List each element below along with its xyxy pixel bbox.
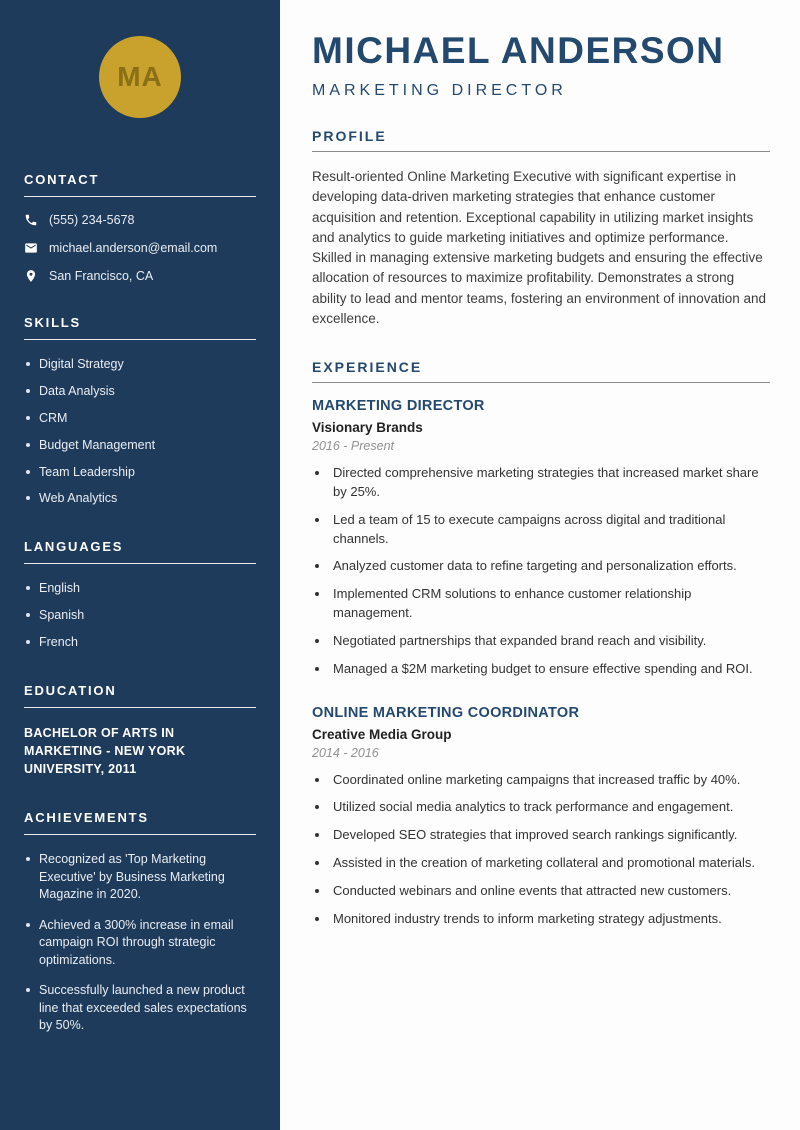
contact-location-row <box>24 269 256 283</box>
job-dates: 2014 - 2016 <box>312 745 379 760</box>
skill-item: Team Leadership <box>24 464 256 481</box>
main-content <box>280 0 800 1130</box>
experience-section <box>312 359 770 929</box>
sidebar <box>0 0 280 1130</box>
contact-phone-row <box>24 213 256 227</box>
job-bullet: • Led a team of 15 to execute campaigns across digital and traditional channels. <box>330 511 770 549</box>
skills-list <box>24 356 256 507</box>
skill-item: Web Analytics <box>24 490 256 507</box>
skills-section <box>24 315 256 507</box>
job-bullet: • Monitored industry trends to inform marketing strategy adjustments. <box>330 910 770 929</box>
languages-heading: LANGUAGES <box>24 539 256 564</box>
job-bullet: • Managed a $2M marketing budget to ensure effective spending and ROI. <box>330 660 770 679</box>
email-icon <box>24 241 38 255</box>
education-degree: BACHELOR OF ARTS IN MARKETING - NEW YORK UNIVERSITY, 2011 <box>24 725 186 777</box>
contact-section <box>24 172 256 283</box>
person-name: MICHAEL ANDERSON <box>312 30 725 71</box>
skill-item: Digital Strategy <box>24 356 256 373</box>
job-bullet: • Developed SEO strategies that improved search rankings significantly. <box>330 826 770 845</box>
job-bullet: • Analyzed customer data to refine targeting and personalization efforts. <box>330 557 770 576</box>
achievement-item: Recognized as 'Top Marketing Executive' by Business Marketing Magazine in 2020. <box>24 851 256 904</box>
achievement-item: Successfully launched a new product line that exceeded sales expectations by 50%. <box>24 982 256 1035</box>
skills-heading: SKILLS <box>24 315 256 340</box>
job-role: MARKETING DIRECTOR <box>312 398 485 414</box>
skill-item: Budget Management <box>24 437 256 454</box>
job-bullet: • Coordinated online marketing campaigns that increased traffic by 40%. <box>330 771 770 790</box>
achievements-list <box>24 851 256 1035</box>
contact-email-row <box>24 241 256 255</box>
achievements-section <box>24 810 256 1035</box>
job-bullet-list <box>312 464 770 679</box>
profile-heading: PROFILE <box>312 128 770 152</box>
languages-section <box>24 539 256 651</box>
job-entry-2 <box>312 705 770 929</box>
job-entry-1 <box>312 398 770 679</box>
achievements-heading: ACHIEVEMENTS <box>24 810 256 835</box>
profile-text: Result-oriented Online Marketing Executive with significant expertise in developing data-driven marketing strategies that enhance customer acquisition and retention. Exceptional capability in utilizing market insights and analytics to guide marketing initiatives and optimize performance. Skilled in managing extensive marketing budgets and ensuring the effective allocation of resources to maximize profitability. Demonstrates a strong ability to lead and mentor teams, fostering an environment of innovation and excellence. <box>312 169 767 326</box>
skill-item: Data Analysis <box>24 383 256 400</box>
avatar <box>99 36 181 118</box>
job-company: Visionary Brands <box>312 420 423 435</box>
contact-heading: CONTACT <box>24 172 256 197</box>
job-bullet: • Implemented CRM solutions to enhance customer relationship management. <box>330 585 770 623</box>
job-bullet: • Directed comprehensive marketing strategies that increased market share by 25%. <box>330 464 770 502</box>
job-bullet: • Assisted in the creation of marketing collateral and promotional materials. <box>330 854 770 873</box>
language-item: Spanish <box>24 607 256 624</box>
experience-heading: EXPERIENCE <box>312 359 770 383</box>
education-section <box>24 683 256 778</box>
contact-phone-text: (555) 234-5678 <box>49 213 135 227</box>
profile-section <box>312 128 770 329</box>
contact-email-text: michael.anderson@email.com <box>49 241 218 255</box>
job-bullet: • Conducted webinars and online events that attracted new customers. <box>330 882 770 901</box>
job-dates: 2016 - Present <box>312 439 394 453</box>
phone-icon <box>24 213 38 227</box>
skill-item: CRM <box>24 410 256 427</box>
job-bullet: • Utilized social media analytics to track performance and engagement. <box>330 798 770 817</box>
language-item: English <box>24 580 256 597</box>
education-heading: EDUCATION <box>24 683 256 708</box>
language-item: French <box>24 634 256 651</box>
contact-location-text: San Francisco, CA <box>49 269 154 283</box>
avatar-initials: MA <box>117 61 163 92</box>
job-company: Creative Media Group <box>312 726 452 742</box>
person-job-title: MARKETING DIRECTOR <box>312 82 567 99</box>
job-bullet-list <box>312 771 770 929</box>
job-bullet: • Negotiated partnerships that expanded brand reach and visibility. <box>330 632 770 651</box>
achievement-item: Achieved a 300% increase in email campaign ROI through strategic optimizations. <box>24 917 256 970</box>
job-role: ONLINE MARKETING COORDINATOR <box>312 704 580 721</box>
languages-list <box>24 580 256 651</box>
location-icon <box>24 269 38 283</box>
